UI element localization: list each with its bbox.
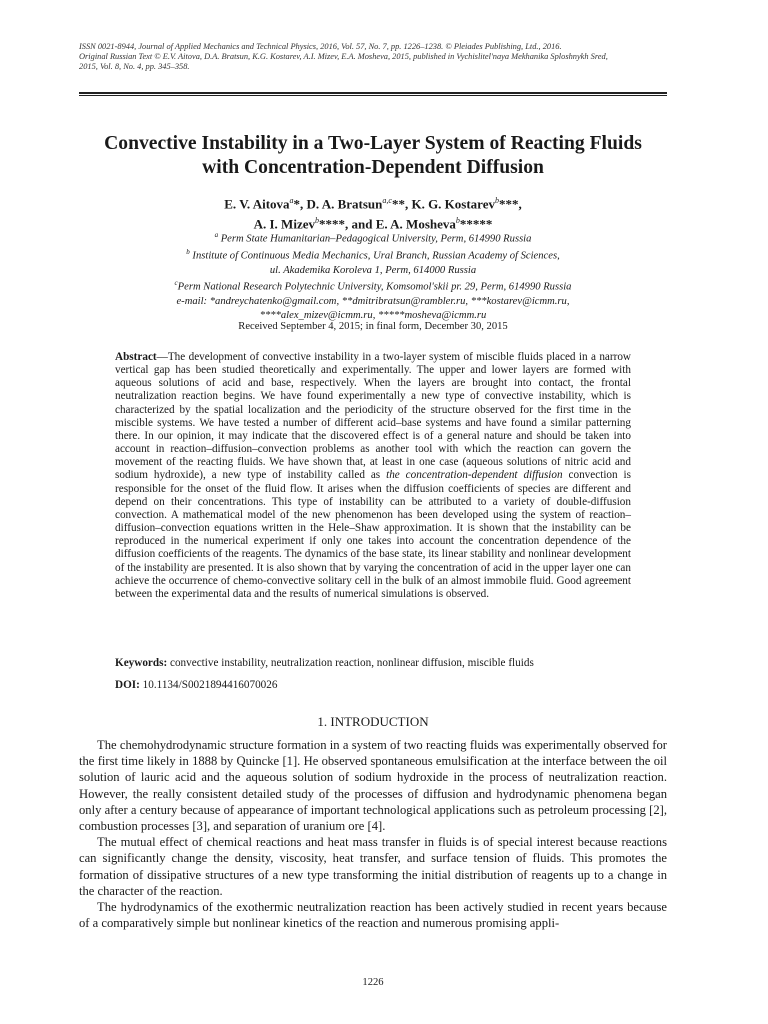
author-mark: ****, and	[318, 216, 376, 232]
abstract-label: Abstract	[115, 351, 157, 363]
author-mark: *****	[459, 216, 493, 232]
abstract-text: —The development of convective instability in a two-layer system of miscible fluids placed in a narrow vertical gap has been studied theoretically and experimentally. The upper and lower layers are formed with aqueous solutions of acid and base, respectively. When the layers are brought into contact, the frontal neutralization reaction begins. We have found experimentally a new type of convective instability, which is characterized by the spatial localization and the periodicity of the structure observed for the first time in the miscible systems. We have tested a number of different acid–base systems and have found a similar patterning there. In our opinion, it may indicate that the discovered effect is of a general nature and should be taken into account in reaction–diffusion–convection problems as another tool with which the reaction can govern the movement of the reacting fluids. We have shown that, at least in one case (aqueous solutions of nitric acid and sodium hydroxide), a new type of instability called as	[115, 351, 631, 482]
author-name: D. A. Bratsun	[306, 196, 383, 212]
doi-label: DOI:	[115, 679, 140, 691]
email-line-2: ****alex_mizev@icmm.ru, *****mosheva@icmm.ru	[259, 309, 487, 321]
affiliation-text: Perm State Humanitarian–Pedagogical University, Perm, 614990 Russia	[218, 233, 532, 245]
section-title: INTRODUCTION	[330, 714, 429, 729]
doi-text: 10.1134/S0021894416070026	[139, 679, 278, 691]
citation-line-2: Original Russian Text © E.V. Aitova, D.A. Bratsun, K.G. Kostarev, A.I. Mizev, E.A. Mosheva, 2015, published in Vychislitel'naya Mekhanika Sploshnykh Sred,	[79, 52, 608, 61]
author-affil-sup: a,c	[382, 196, 392, 205]
affiliations	[79, 229, 667, 322]
section-heading	[79, 714, 667, 730]
title-line-1: Convective Instability in a Two-Layer System of Reacting Fluids	[104, 133, 642, 154]
doi	[115, 678, 631, 692]
author-line-1	[79, 193, 667, 213]
abstract-text-cont: convection is responsible for the onset of the fluid flow. It arises when the diffusion coefficients of species are different and depend on their concentrations. This type of instability can be attributed to a variety of double-diffusion convection. A mathematical model of the new phenomenon has been developed using the system of reaction–diffusion–convection equations written in the Hele–Shaw approximation. It is shown that the instability can be reproduced in the numerical experiment if only one takes into account the concentration dependence of the diffusion coefficients of the reagents. The dynamics of the base state, its linear stability and nonlinear development of the instability are presented. It is also shown that by varying the concentration of acid in the upper layer one can achieve the occurrence of chemo-convective solitary cell in the bulk of an almost immobile fluid. Good agreement between the experimental data and the results of numerical simulations is observed.	[115, 469, 631, 600]
author-affil-sup: b	[455, 215, 460, 225]
affiliation-c	[79, 277, 667, 294]
author-affil-sup: a	[289, 196, 294, 205]
affiliation-b	[79, 246, 667, 263]
paragraph: The hydrodynamics of the exothermic neutralization reaction has been actively studied in recent years because of a comparatively simple but nonlinear kinetics of the reaction and numerous promising appli-	[79, 900, 667, 931]
author-name: E. A. Mosheva	[375, 216, 456, 232]
paragraph: The mutual effect of chemical reactions and heat mass transfer in fluids is of special interest because reactions can significantly change the density, viscosity, heat transfer, and surface tension of fluids. This promotes the formation of dissipative structures of a new type transforming the initial distribution of reagents up to a change in the character of the reaction.	[79, 835, 667, 898]
abstract	[115, 351, 631, 601]
author-affil-sup: b	[314, 215, 319, 225]
affiliation-sup: a	[214, 231, 219, 239]
section-number: 1.	[317, 714, 331, 729]
page-number: 1226	[362, 977, 384, 988]
paragraph: The chemohydrodynamic structure formation in a system of two reacting fluids was experimentally observed for the first time likely in 1888 by Quincke [1]. He observed spontaneous emulsification at the interface between the oil solution of lauric acid and the aqueous solution of sodium hydroxide in the process of neutralization reaction. However, the really consistent detailed study of the processes of diffusion and hydrodynamic phenomena began only after a century because of appearance of important technological applications such as petroleum processing [2], combustion processes [3], and separation of uranium ore [4].	[79, 738, 667, 834]
author-affil-sup: b	[494, 196, 499, 205]
paper-title	[79, 132, 667, 180]
affiliation-text: Institute of Continuous Media Mechanics, Ural Branch, Russian Academy of Sciences,	[189, 250, 560, 262]
email-line-1: e-mail: *andreychatenko@gmail.com, **dmitribratsun@rambler.ru, ***kostarev@icmm.ru,	[176, 295, 570, 307]
header-rule-thick	[79, 92, 667, 94]
title-line-2: with Concentration-Dependent Diffusion	[202, 157, 544, 178]
affiliation-b-address: ul. Akademika Koroleva 1, Perm, 614000 Russia	[269, 264, 477, 276]
keywords	[115, 656, 631, 670]
body-text	[79, 737, 667, 931]
journal-citation-header	[79, 42, 679, 72]
author-list	[79, 193, 667, 233]
affiliation-a	[79, 229, 667, 246]
author-name: K. G. Kostarev	[411, 196, 495, 212]
keywords-label: Keywords:	[115, 657, 168, 669]
author-name: A. I. Mizev	[253, 216, 315, 232]
keywords-text: convective instability, neutralization reaction, nonlinear diffusion, miscible fluids	[167, 657, 534, 669]
author-name: E. V. Aitova	[224, 196, 290, 212]
author-mark: ***,	[498, 196, 522, 212]
author-mark: **,	[391, 196, 412, 212]
citation-line-3: 2015, Vol. 8, No. 4, pp. 345–358.	[79, 62, 190, 71]
citation-line-1: ISSN 0021-8944, Journal of Applied Mechanics and Technical Physics, 2016, Vol. 57, No. 7, pp. 1226–1238. © Pleiades Publishing, Ltd., 2016.	[79, 42, 562, 51]
received-dates: Received September 4, 2015; in final form, December 30, 2015	[238, 321, 508, 332]
abstract-emphasis: the concentration-dependent diffusion	[386, 469, 563, 482]
affiliation-sup: b	[186, 248, 190, 257]
affiliation-sup: c	[174, 279, 178, 288]
affiliation-text: Perm National Research Polytechnic University, Komsomol'skii pr. 29, Perm, 614990 Russia	[177, 281, 572, 293]
author-mark: *,	[293, 196, 307, 212]
header-rule-thin	[79, 95, 667, 96]
